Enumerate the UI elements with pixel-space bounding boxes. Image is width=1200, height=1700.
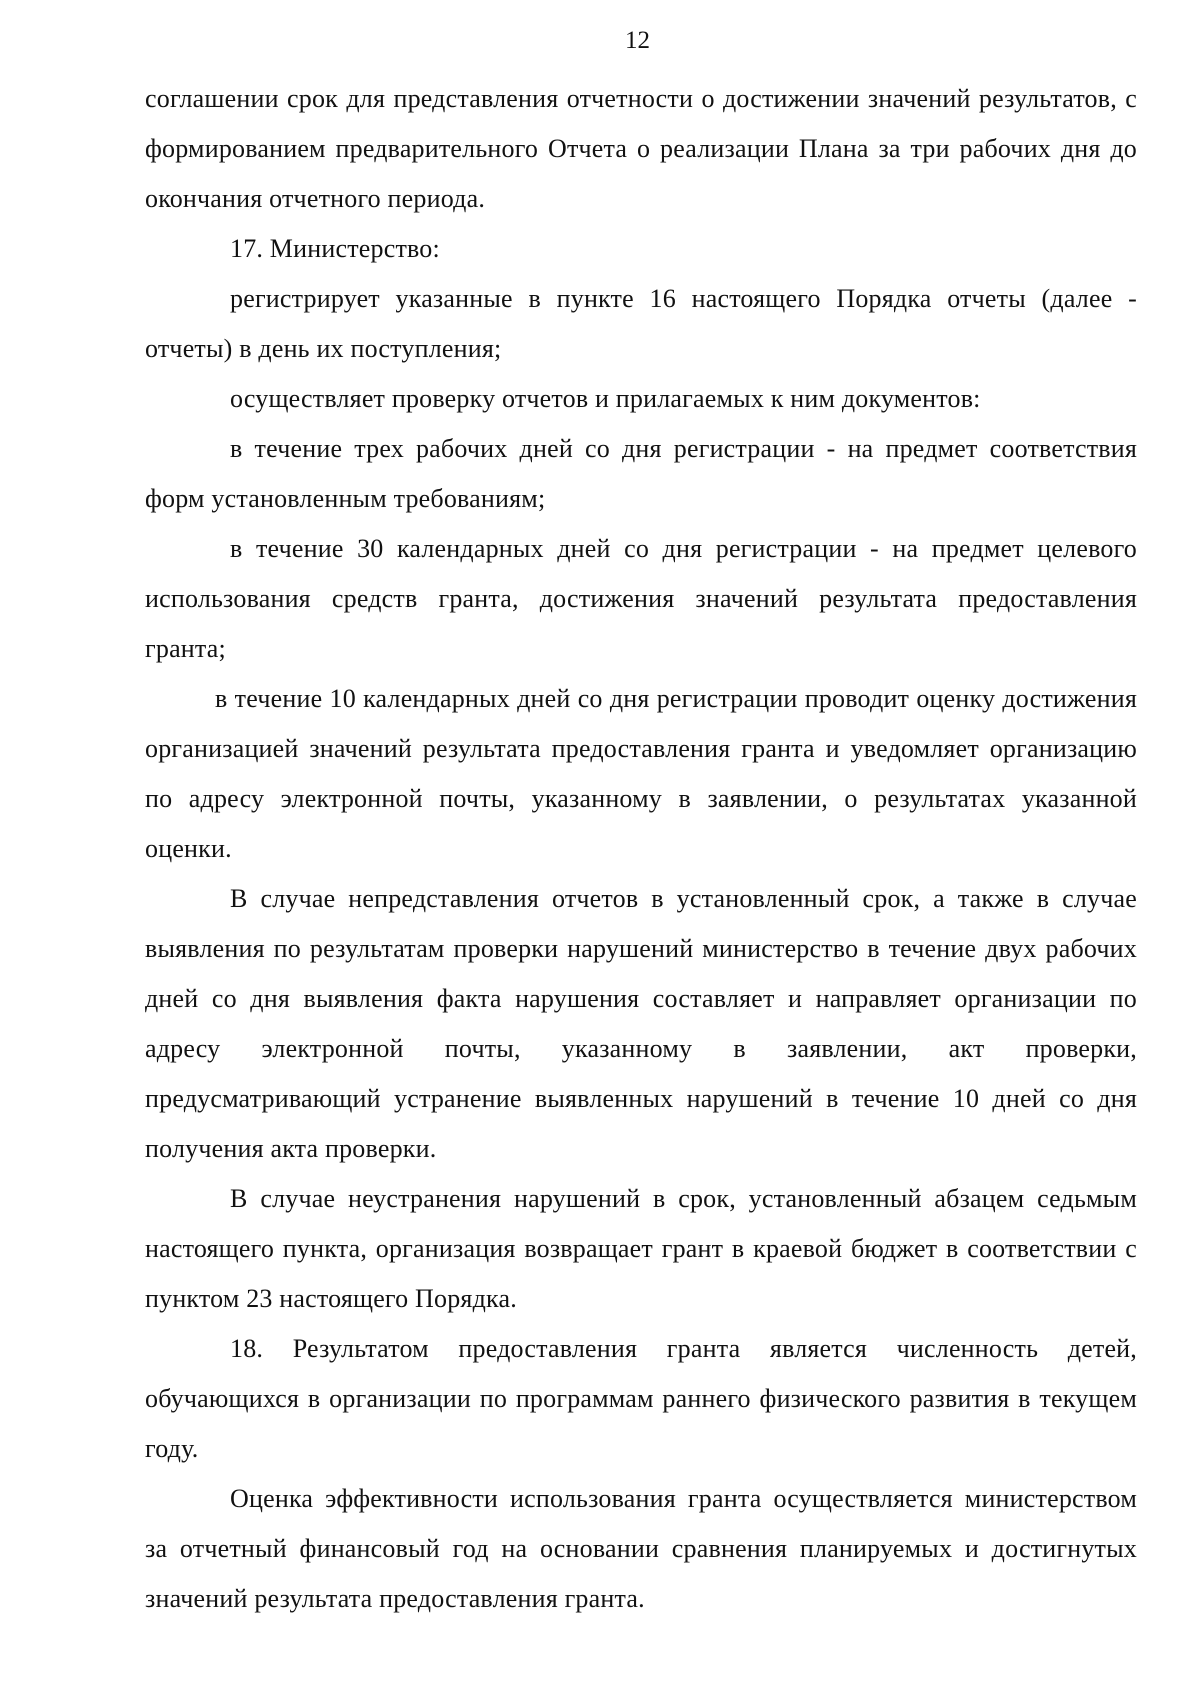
paragraph-continuation: соглашении срок для представления отчетности о достижении значений результатов, с формированием предварительного Отчета о реализации Плана за три рабочих дня до окончания отчетного периода.: [145, 84, 1137, 213]
page-number: 12: [625, 27, 650, 54]
document-body: [145, 74, 1137, 1624]
paragraph-checks-reports: осуществляет проверку отчетов и прилагаемых к ним документов:: [230, 384, 981, 413]
paragraph-three-days-check: в течение трех рабочих дней со дня регистрации - на предмет соответствия форм установленным требованиям;: [145, 434, 1137, 513]
paragraph-non-submission: В случае непредставления отчетов в установленный срок, а также в случае выявления по результатам проверки нарушений министерство в течение двух рабочих дней со дня выявления факта нарушения составляет и направляет организации по адресу электронной почты, указанному в заявлении, акт проверки, предусматривающий устранение выявленных нарушений в течение 10 дней со дня получения акта проверки.: [145, 884, 1137, 1163]
paragraph-registers-reports: регистрирует указанные в пункте 16 настоящего Порядка отчеты (далее - отчеты) в день их поступления;: [145, 284, 1137, 363]
paragraph-item-18-result: 18. Результатом предоставления гранта является численность детей, обучающихся в организации по программам раннего физического развития в текущем году.: [145, 1334, 1137, 1463]
paragraph-efficiency-assessment: Оценка эффективности использования гранта осуществляется министерством за отчетный финансовый год на основании сравнения планируемых и достигнутых значений результата предоставления гранта.: [145, 1484, 1137, 1613]
paragraph-thirty-days-check: в течение 30 календарных дней со дня регистрации - на предмет целевого использования средств гранта, достижения значений результата предоставления гранта;: [145, 534, 1137, 663]
paragraph-item-17-heading: 17. Министерство:: [230, 234, 440, 263]
paragraph-ten-days-assessment: в течение 10 календарных дней со дня регистрации проводит оценку достижения организацией значений результата предоставления гранта и уведомляет организацию по адресу электронной почты, указанному в заявлении, о результатах указанной оценки.: [145, 684, 1137, 863]
paragraph-non-remedy: В случае неустранения нарушений в срок, установленный абзацем седьмым настоящего пункта, организация возвращает грант в краевой бюджет в соответствии с пунктом 23 настоящего Порядка.: [145, 1184, 1137, 1313]
